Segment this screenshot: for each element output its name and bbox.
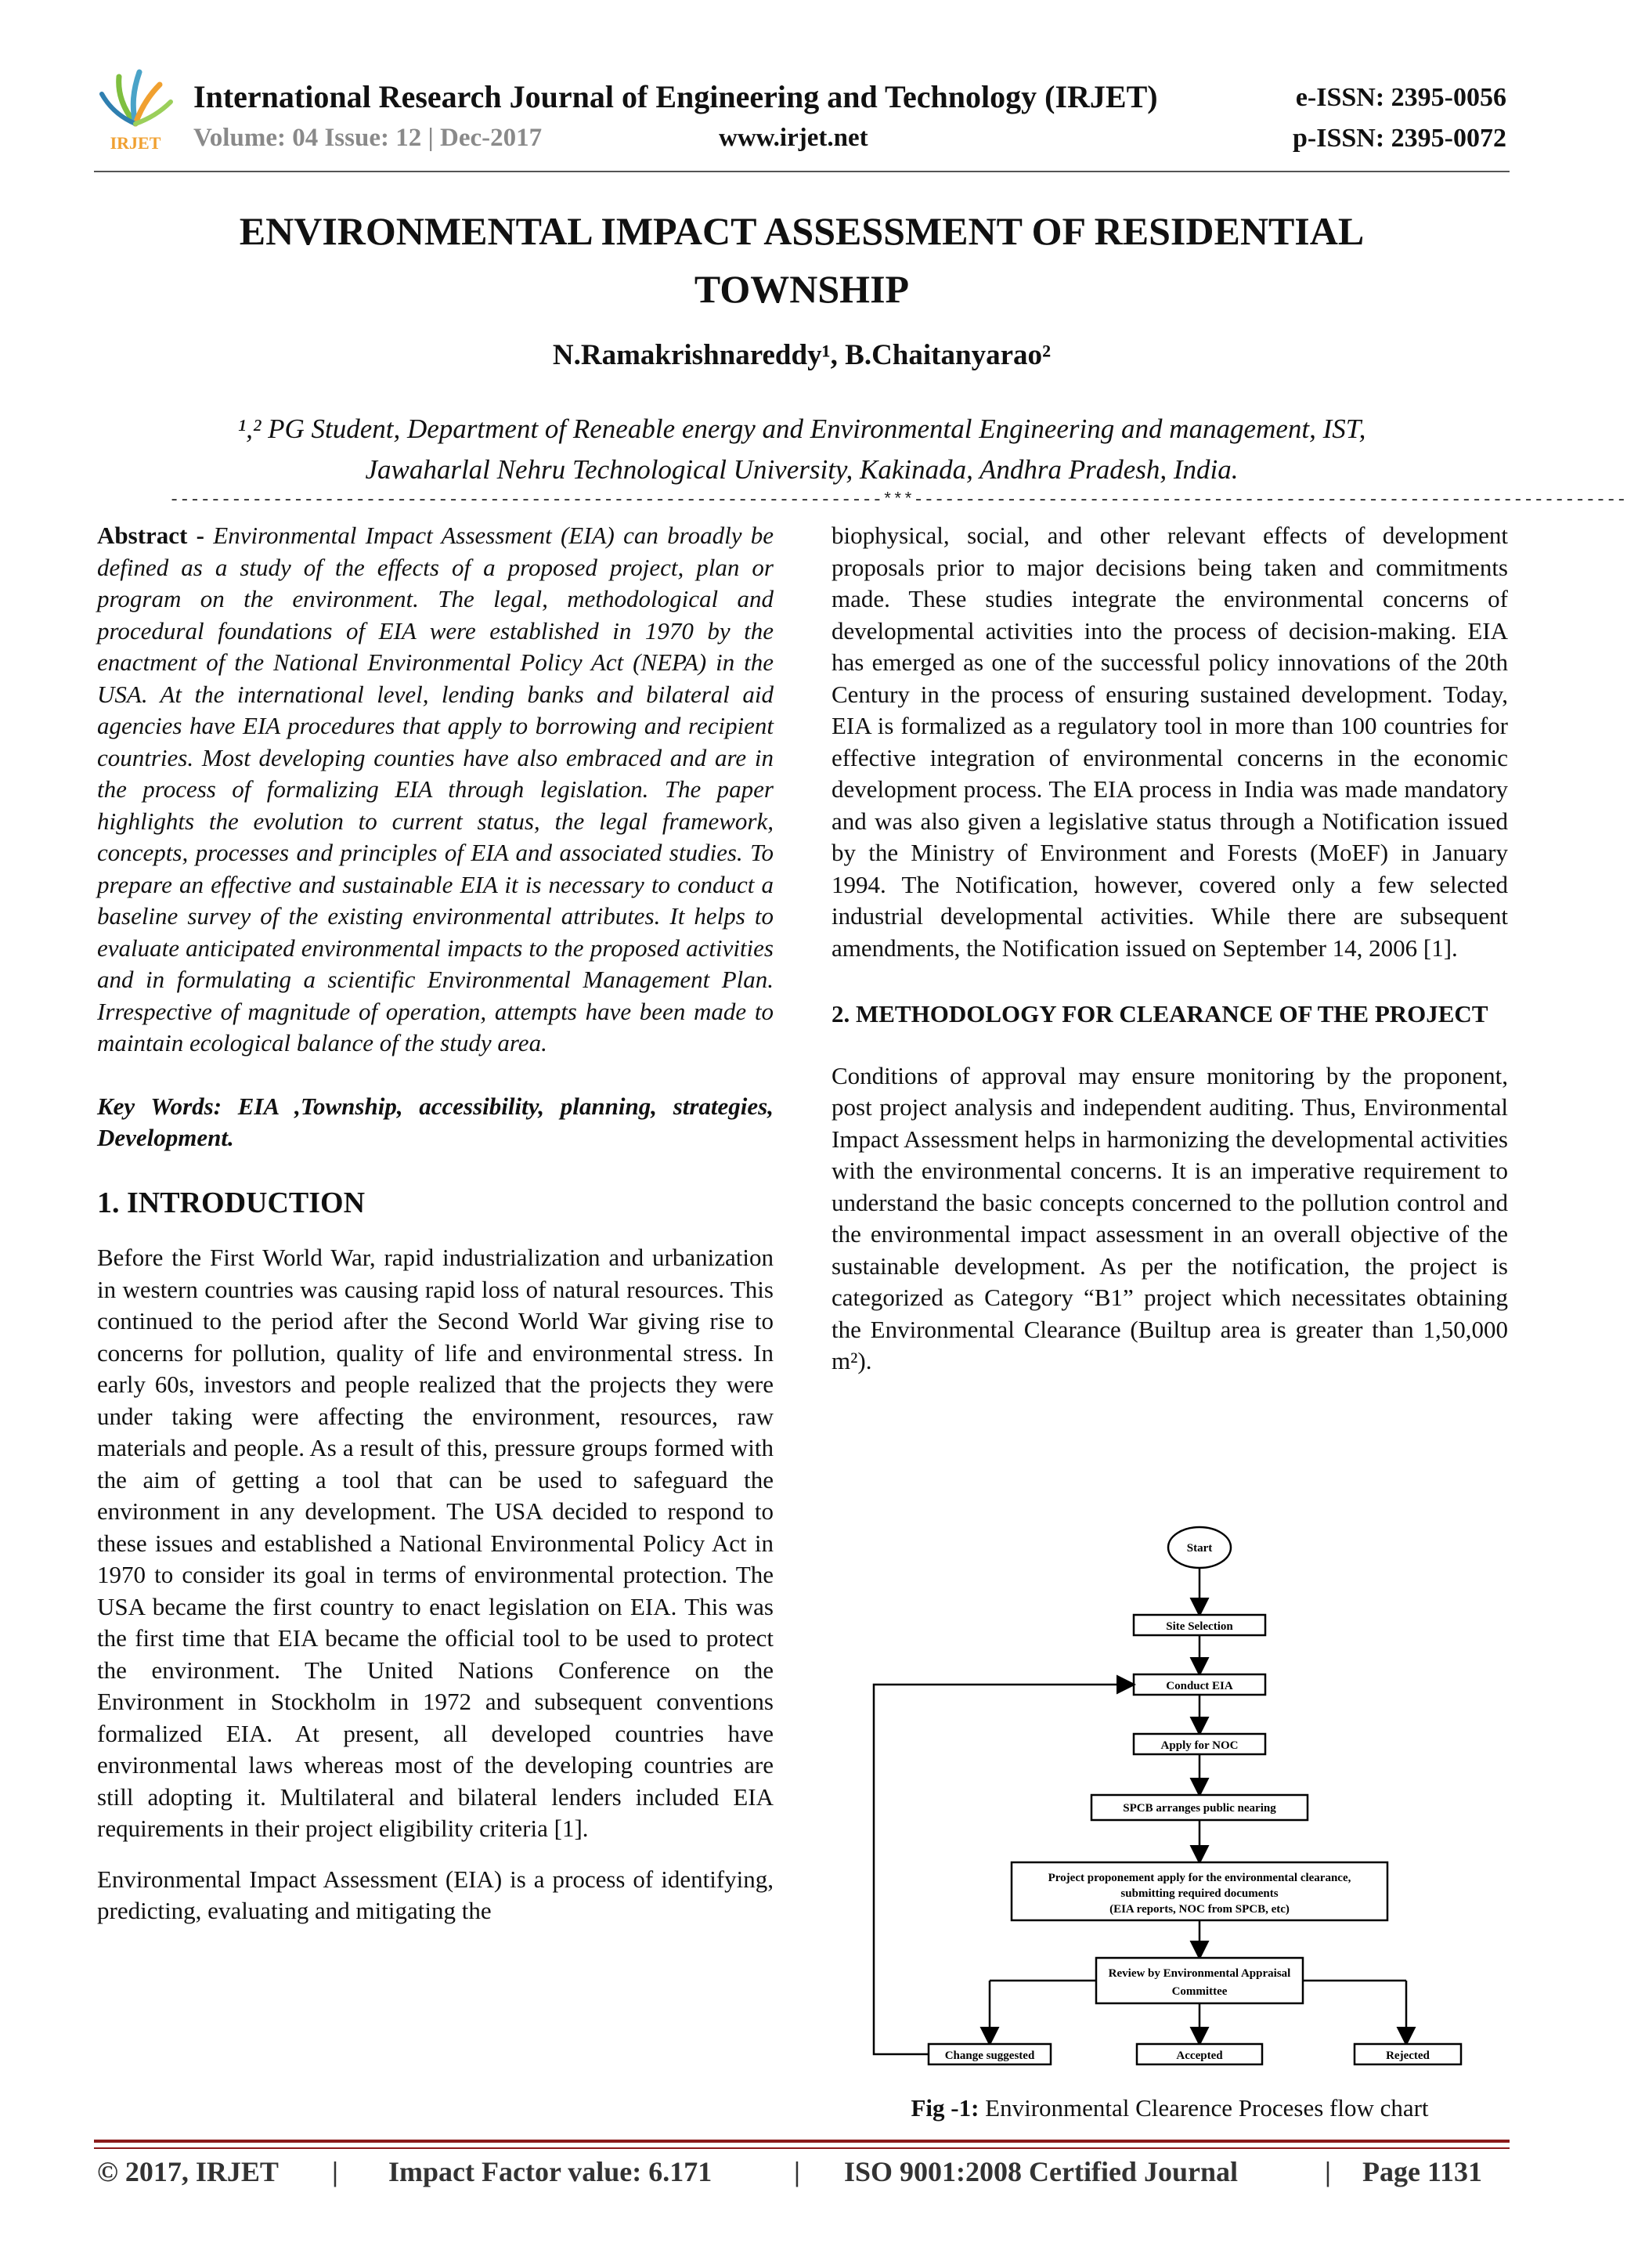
irjet-logo xyxy=(92,63,179,157)
journal-website: www.irjet.net xyxy=(719,124,868,152)
header-rule xyxy=(94,171,1510,172)
p-issn: p-ISSN: 2395-0072 xyxy=(1293,124,1506,153)
accepted-label: Accepted xyxy=(1176,2050,1223,2062)
section-separator: ---------------------------------------------------------------------***--------------------------------------------------------------------- xyxy=(169,490,1627,510)
svg-text:IRJET: IRJET xyxy=(110,133,161,153)
affiliation-line1: ¹,² PG Student, Department of Reneable energy and Environmental Engineering and management, IST, xyxy=(237,414,1366,444)
e-issn: e-ISSN: 2395-0056 xyxy=(1295,83,1506,112)
caption-text: Environmental Clearence Proceses flow chart xyxy=(985,2094,1429,2122)
clearance-flowchart xyxy=(861,1527,1488,2075)
footer-copyright: © 2017, IRJET xyxy=(97,2156,279,2187)
proponent-label-2: submitting required documents xyxy=(1120,1887,1279,1900)
methodology-paragraph: Conditions of approval may ensure monitoring by the proponent, post project analysis and independent auditing. Thus, Environmental Impact Assessment helps in harmonizing the developmental activities with the environmental concerns. It is an imperative requirement to understand the basic concepts concerned to the pollution control and the environmental impact assessment in an overall objective of the sustainable development. As per the notification, the project is categorized as Category “B1” project which necessitates obtaining the Environmental Clearance (Builtup area is greater than 1,50,000 m²). xyxy=(832,1061,1508,1374)
volume-issue: Volume: 04 Issue: 12 | Dec-2017 xyxy=(193,124,543,152)
paper-title xyxy=(141,202,1463,318)
footer-impact-factor: Impact Factor value: 6.171 xyxy=(388,2156,712,2187)
footer-page: Page 1131 xyxy=(1362,2156,1482,2187)
paper-title-line2: TOWNSHIP xyxy=(694,267,910,311)
proponent-label-1: Project proponement apply for the environmental clearance, xyxy=(1048,1872,1351,1884)
affiliation-line2: Jawaharlal Nehru Technological University, Kakinada, Andhra Pradesh, India. xyxy=(365,454,1239,485)
footer-separator-2: | xyxy=(794,2156,800,2187)
intro-heading: 1. INTRODUCTION xyxy=(97,1186,366,1219)
intro-paragraph-2: Environmental Impact Assessment (EIA) is a process of identifying, predicting, evaluating and mitigating the xyxy=(97,1865,774,1924)
site-selection-label: Site Selection xyxy=(1166,1620,1233,1633)
rejected-label: Rejected xyxy=(1386,2050,1430,2062)
apply-noc-label: Apply for NOC xyxy=(1160,1739,1239,1752)
footer-iso: ISO 9001:2008 Certified Journal xyxy=(844,2156,1238,2187)
footer-rule-thin xyxy=(94,2147,1510,2149)
paper-title-line1: ENVIRONMENTAL IMPACT ASSESSMENT OF RESIDENTIAL xyxy=(239,209,1365,253)
change-suggested-label: Change suggested xyxy=(944,2050,1035,2062)
abstract-label: Abstract - xyxy=(97,522,204,549)
footer-separator-1: | xyxy=(332,2156,338,2187)
footer-separator-3: | xyxy=(1325,2156,1331,2187)
authors: N.Ramakrishnareddy¹, B.Chaitanyarao² xyxy=(552,339,1052,371)
affiliation xyxy=(110,409,1494,490)
proponent-label-3: (EIA reports, NOC from SPCB, etc) xyxy=(1109,1903,1290,1916)
caption-label: Fig -1: xyxy=(911,2094,979,2122)
right-column xyxy=(832,520,1508,1378)
start-label: Start xyxy=(1186,1542,1213,1555)
journal-title: International Research Journal of Engineering and Technology (IRJET) xyxy=(193,79,1158,114)
keywords: Key Words: EIA ,Township, accessibility, planning, strategies, Development. xyxy=(97,1092,774,1151)
abstract xyxy=(97,520,774,1060)
review-label-1: Review by Environmental Appraisal xyxy=(1108,1967,1291,1980)
review-label-2: Committee xyxy=(1171,1985,1228,1998)
left-column xyxy=(97,520,774,1927)
figure-caption xyxy=(832,2094,1508,2122)
footer-rule xyxy=(94,2140,1510,2143)
intro-paragraph-1: Before the First World War, rapid industrialization and urbanization in western countries was causing rapid loss of natural resources. This continued to the period after the Second World War giving rise to concerns for pollution, quality of life and environmental stress. In early 60s, investors and people realized that the projects they were under taking were affecting the environment, resources, raw materials and people. As a result of this, pressure groups formed with the aim of getting a tool that can be used to safeguard the environment in any development. The USA decided to respond to these issues and established a National Environmental Policy Act in 1970 to consider its goal in terms of environmental protection. The USA became the first country to enact legislation on EIA. This was the first time that EIA became the official tool to be used to protect the environment. The United Nations Conference on the Environment in Stockholm in 1972 and subsequent conventions formalized EIA. At present, all developed countries have environmental laws whereas most of the developing countries are still adopting it. Multilateral and bilateral lenders included EIA requirements in their project eligibility criteria [1]. xyxy=(97,1244,774,1842)
abstract-text: Environmental Impact Assessment (EIA) can broadly be defined as a study of the effects of a proposed project, plan or program on the environment. The legal, methodological and procedural foundations of EIA were established in 1970 by the enactment of the National Environmental Policy Act (NEPA) in the USA. At the international level, lending banks and bilateral aid agencies have EIA procedures that apply to borrowing and recipient countries. Most developing counties have also embraced and are in the process of formalizing EIA through legislation. The paper highlights the evolution to current status, the legal framework, concepts, processes and principles of EIA and associated studies. To prepare an effective and sustainable EIA it is necessary to conduct a baseline survey of the existing environmental attributes. It helps to evaluate anticipated environmental impacts to the proposed activities and in formulating a scientific Environmental Management Plan. Irrespective of magnitude of operation, attempts have been made to maintain ecological balance of the study area. xyxy=(97,522,774,1056)
methodology-heading: 2. METHODOLOGY FOR CLEARANCE OF THE PROJECT xyxy=(832,1000,1488,1027)
intro-paragraph-2-continued: biophysical, social, and other relevant effects of development proposals prior to major decisions being taken and commitments made. These studies integrate the environmental concerns of developmental activities into the process of decision-making. EIA has emerged as one of the successful policy innovations of the 20th Century in the process of ensuring sustained development. Today, EIA is formalized as a regulatory tool in more than 100 countries for effective integration of environmental concerns in the economic development process. The EIA process in India was made mandatory and was also given a legislative status through a Notification issued by the Ministry of Environment and Forests (MoEF) in January 1994. The Notification, however, covered only a few selected industrial developmental activities. While there are subsequent amendments, the Notification issued on September 14, 2006 [1]. xyxy=(832,522,1508,962)
spcb-label: SPCB arranges public nearing xyxy=(1123,1802,1276,1815)
conduct-eia-label: Conduct EIA xyxy=(1166,1680,1233,1692)
